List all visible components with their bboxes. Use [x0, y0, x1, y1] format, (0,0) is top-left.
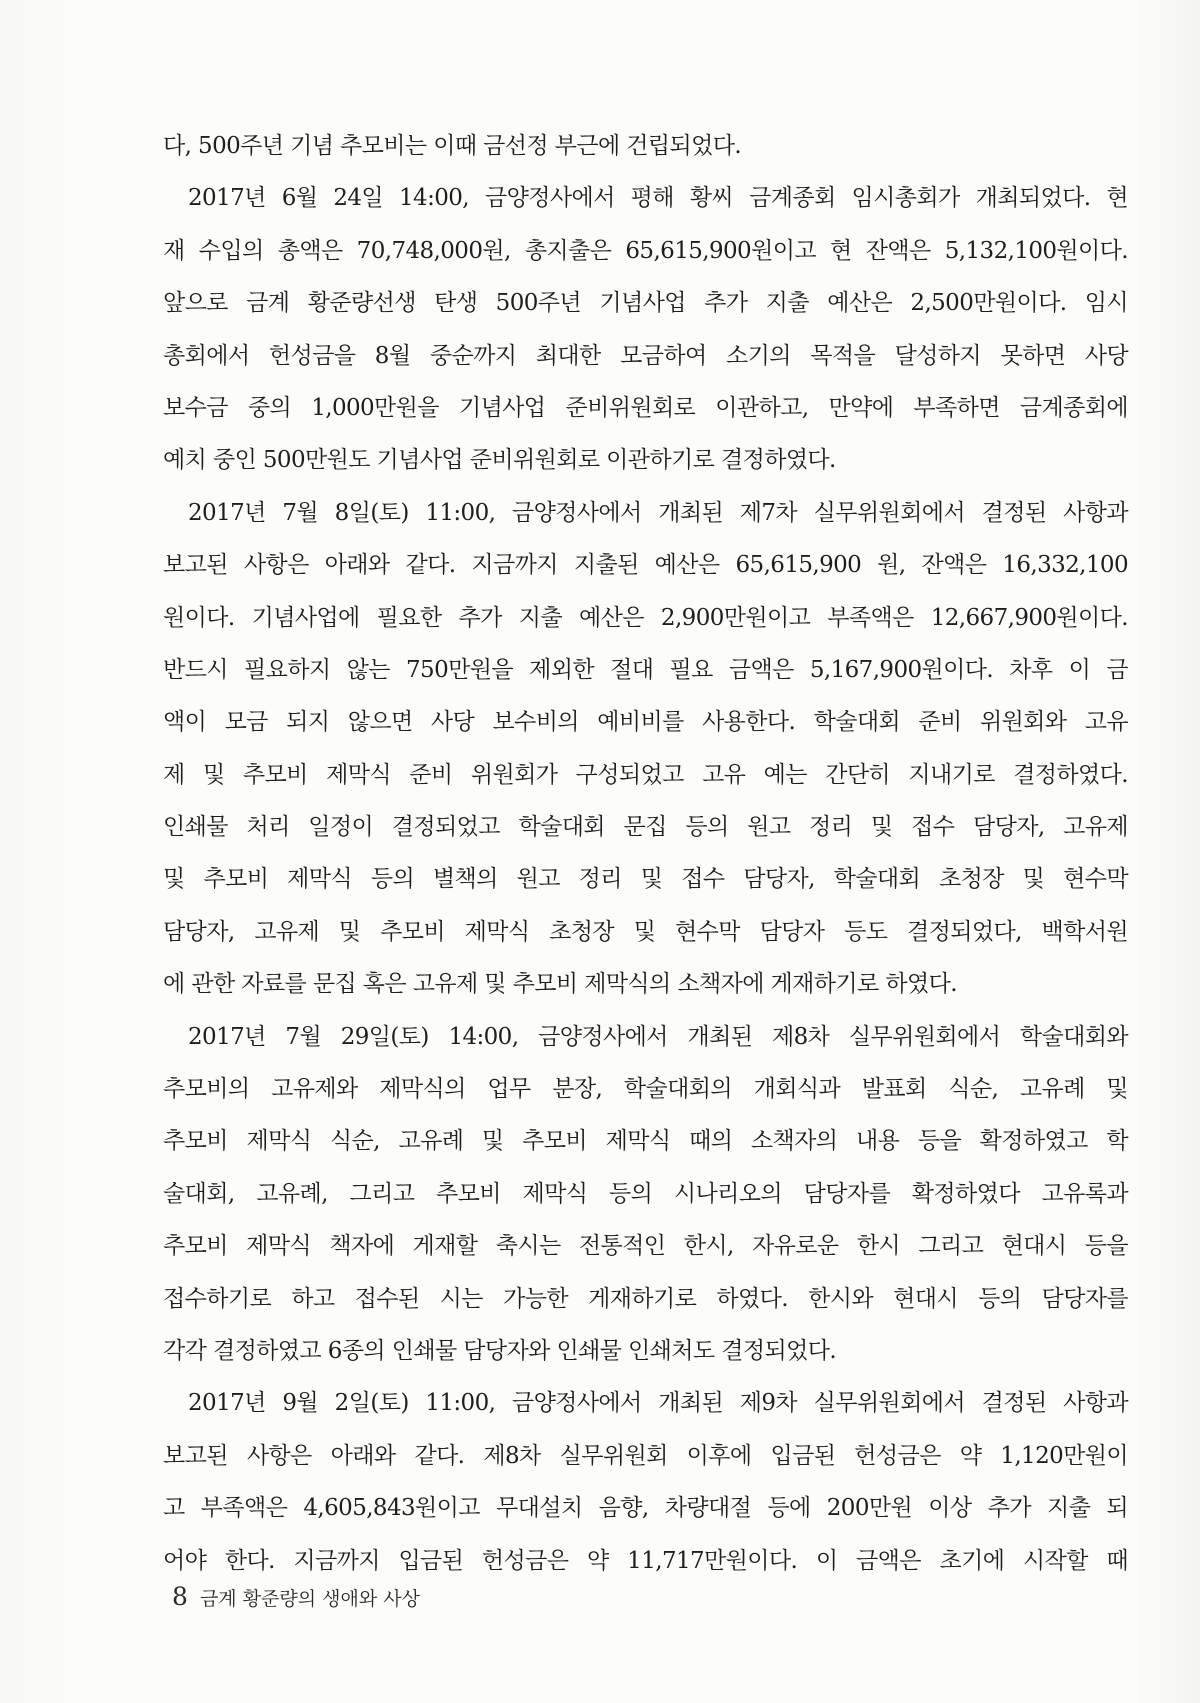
text-line: 접수하기로 하고 접수된 시는 가능한 게재하기로 하였다. 한시와 현대시 등의 담당자를 — [163, 1285, 1128, 1312]
text-line: 고 부족액은 4,605,843원이고 무대설치 음향, 차량대절 등에 200만원 이상 추가 지출 되 — [163, 1495, 1128, 1522]
paragraph-first-line: 2017년 7월 8일(토) 11:00, 금양정사에서 개최된 제7차 실무위원회에서 결정된 사항과 — [188, 499, 1128, 526]
text-line: 술대회, 고유례, 그리고 추모비 제막식 등의 시나리오의 담당자를 확정하였다 고유록과 — [163, 1180, 1128, 1207]
body-text — [163, 120, 1128, 1587]
text-line: 앞으로 금계 황준량선생 탄생 500주년 기념사업 추가 지출 예산은 2,500만원이다. 임시 — [163, 290, 1128, 317]
text-line: 보고된 사항은 아래와 같다. 지금까지 지출된 예산은 65,615,900 원, 잔액은 16,332,100 — [163, 552, 1128, 579]
text-line: 각각 결정하였고 6종의 인쇄물 담당자와 인쇄물 인쇄처도 결정되었다. — [163, 1337, 837, 1364]
text-line: 반드시 필요하지 않는 750만원을 제외한 절대 필요 금액은 5,167,900원이다. 차후 이 금 — [163, 656, 1128, 683]
text-line: 다, 500주년 기념 추모비는 이때 금선정 부근에 건립되었다. — [163, 133, 742, 159]
text-line: 보고된 사항은 아래와 같다. 제8차 실무위원회 이후에 입금된 헌성금은 약 1,120만원이 — [163, 1442, 1128, 1469]
text-line: 액이 모금 되지 않으면 사당 보수비의 예비비를 사용한다. 학술대회 준비 위원회와 고유 — [163, 709, 1128, 736]
paragraph-first-line: 2017년 9월 2일(토) 11:00, 금양정사에서 개최된 제9차 실무위원회에서 결정된 사항과 — [188, 1390, 1128, 1417]
book-title: 금계 황준량의 생애와 사상 — [199, 1588, 420, 1610]
text-line: 재 수입의 총액은 70,748,000원, 총지출은 65,615,900원이고 현 잔액은 5,132,100원이다. — [163, 237, 1128, 264]
text-line: 추모비 제막식 식순, 고유례 및 추모비 제막식 때의 소책자의 내용 등을 확정하였고 학 — [163, 1128, 1128, 1155]
paragraph-first-line: 2017년 6월 24일 14:00, 금양정사에서 평해 황씨 금계종회 임시총회가 개최되었다. 현 — [188, 185, 1128, 212]
text-line: 예치 중인 500만원도 기념사업 준비위원회로 이관하기로 결정하였다. — [163, 447, 836, 474]
page-footer — [172, 1582, 420, 1611]
text-line: 제 및 추모비 제막식 준비 위원회가 구성되었고 고유 예는 간단히 지내기로 결정하였다. — [163, 761, 1128, 788]
paragraph-first-line: 2017년 7월 29일(토) 14:00, 금양정사에서 개최된 제8차 실무위원회에서 학술대회와 — [188, 1023, 1128, 1050]
page-number: 8 — [172, 1582, 188, 1611]
text-line: 원이다. 기념사업에 필요한 추가 지출 예산은 2,900만원이고 부족액은 12,667,900원이다. — [163, 604, 1128, 631]
text-line: 에 관한 자료를 문집 혹은 고유제 및 추모비 제막식의 소책자에 게재하기로 하였다. — [163, 971, 957, 998]
text-line: 및 추모비 제막식 등의 별책의 원고 정리 및 접수 담당자, 학술대회 초청장 및 현수막 — [163, 866, 1128, 893]
text-line: 어야 한다. 지금까지 입금된 헌성금은 약 11,717만원이다. 이 금액은 초기에 시작할 때 — [163, 1547, 1128, 1574]
text-line: 총회에서 헌성금을 8월 중순까지 최대한 모금하여 소기의 목적을 달성하지 못하면 사당 — [163, 342, 1128, 369]
text-line: 인쇄물 처리 일정이 결정되었고 학술대회 문집 등의 원고 정리 및 접수 담당자, 고유제 — [163, 814, 1128, 841]
text-line: 담당자, 고유제 및 추모비 제막식 초청장 및 현수막 담당자 등도 결정되었다, 백학서원 — [163, 918, 1128, 945]
text-line: 추모비의 고유제와 제막식의 업무 분장, 학술대회의 개회식과 발표회 식순, 고유례 및 — [163, 1076, 1128, 1103]
text-line: 추모비 제막식 책자에 게재할 축시는 전통적인 한시, 자유로운 한시 그리고 현대시 등을 — [163, 1233, 1128, 1260]
text-line: 보수금 중의 1,000만원을 기념사업 준비위원회로 이관하고, 만약에 부족하면 금계종회에 — [163, 394, 1128, 421]
